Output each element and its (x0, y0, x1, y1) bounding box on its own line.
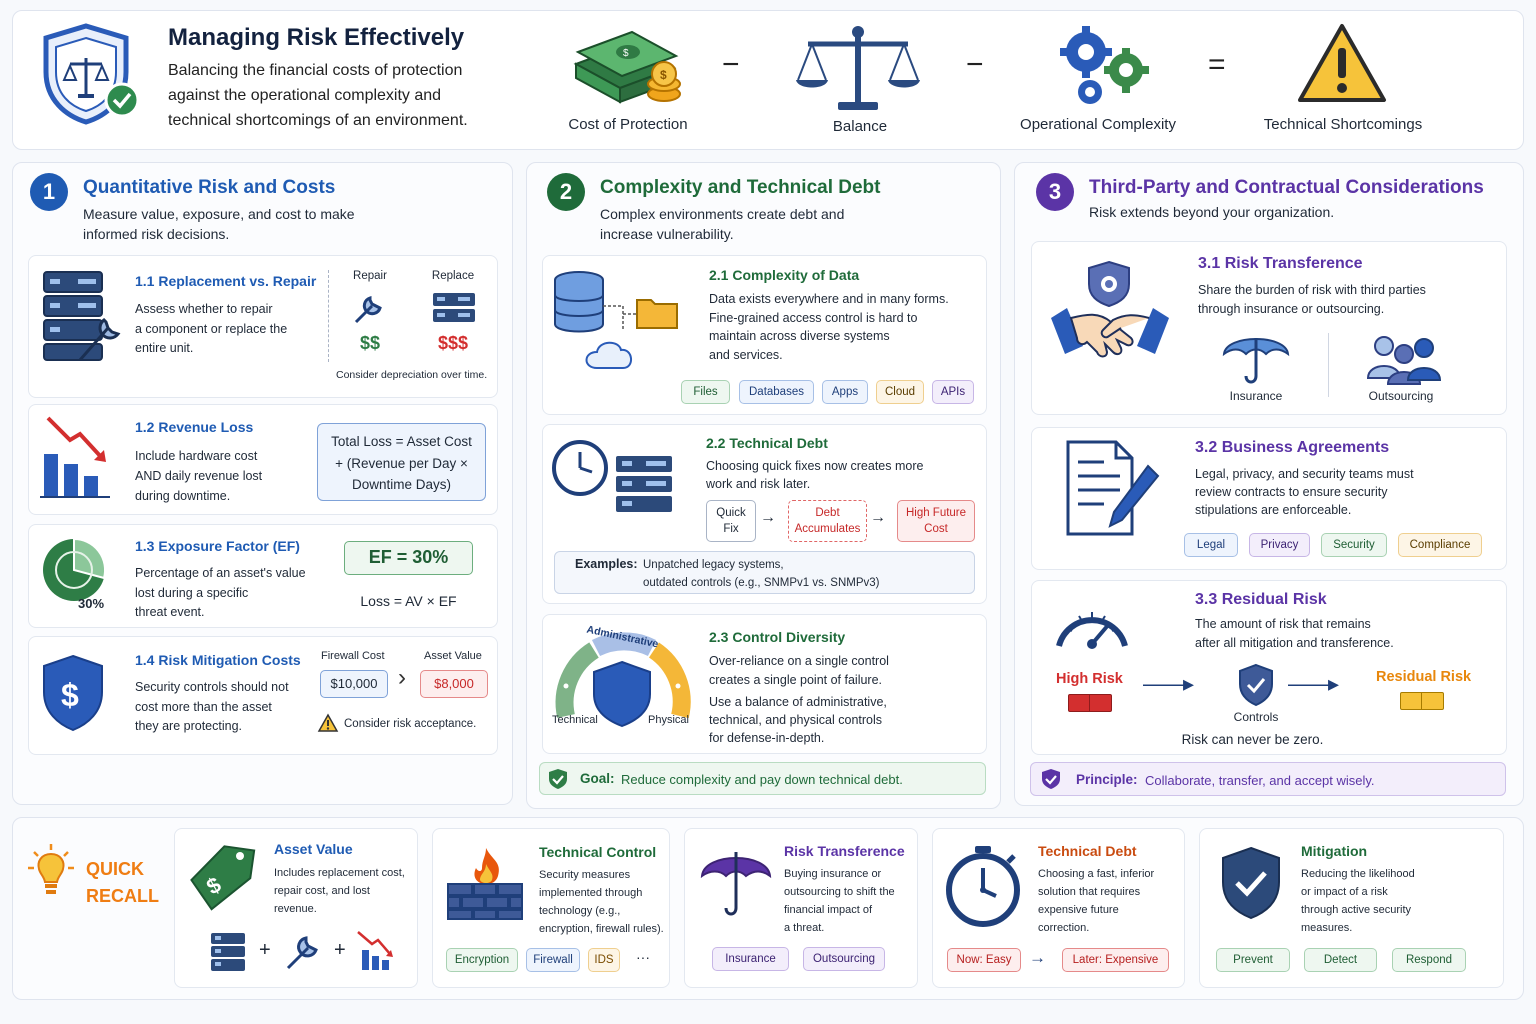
eq-minus-2: − (966, 48, 984, 81)
s11-repair-cost: $$ (359, 333, 381, 353)
eq-balance-label: Balance (832, 118, 888, 135)
tag-insurance: Insurance (712, 947, 789, 971)
recall-techcontrol-title: Technical Control (539, 844, 657, 860)
recall-asset-title: Asset Value (274, 841, 353, 857)
database-cloud-folder-icon (553, 270, 683, 378)
recall-techcontrol-text: Security measures implemented through technology (e.g., encryption, firewall rules). (539, 869, 664, 935)
examples-text: Unpatched legacy systems, outdated controls (e.g., SNMPv1 vs. SNMPv3) (643, 559, 880, 589)
s12-text: Include hardware cost AND daily revenue lost during downtime. (135, 449, 263, 503)
s31-title: 3.1 Risk Transference (1198, 255, 1363, 272)
col1-desc: Measure value, exposure, and cost to make informed risk decisions. (83, 206, 355, 242)
s31-insurance-label: Insurance (1229, 389, 1283, 403)
eq-minus-1: − (722, 48, 740, 81)
s13-title: 1.3 Exposure Factor (EF) (135, 538, 300, 554)
tag-legal: Legal (1184, 533, 1238, 557)
tag-compliance: Compliance (1398, 533, 1482, 557)
money-stack-icon (572, 22, 684, 108)
s33-text: The amount of risk that remains after all mitigation and transference. (1195, 617, 1394, 650)
s14-chevron-icon: › (398, 664, 406, 691)
svg-text:$: $ (61, 677, 79, 713)
tag-outsourcing: Outsourcing (803, 947, 885, 971)
s33-residual-label: Residual Risk (1376, 669, 1472, 685)
tag-cloud: Cloud (876, 380, 924, 404)
flow-quick-fix: Quick Fix (706, 500, 756, 542)
page-title: Managing Risk Effectively (168, 24, 465, 51)
tag-files: Files (681, 380, 730, 404)
recall-debt-text: Choosing a fast, inferior solution that requires expensive future correction. (1038, 868, 1155, 934)
s21-text: Data exists everywhere and in many forms. Fine-grained access control is hard to maintain across diverse systems and services. (709, 292, 949, 362)
s11-replace-label: Replace (431, 270, 475, 282)
s13-pie-label: 30% (78, 596, 105, 611)
s33-high-bar (1068, 694, 1112, 712)
section-number-3: 3 (1036, 173, 1074, 211)
svg-text:$: $ (202, 871, 226, 900)
quick-recall-label: QUICK RECALL (86, 859, 159, 906)
goal-text: Reduce complexity and pay down technical debt. (621, 772, 903, 787)
shield-principle-icon (1041, 768, 1061, 790)
gears-icon (1056, 24, 1152, 108)
principle-label: Principle: (1076, 772, 1138, 787)
goal-label: Goal: (580, 771, 615, 786)
recall-revenue-decline-icon (356, 930, 396, 972)
svg-text:$: $ (660, 68, 667, 82)
s13-loss-formula: Loss = AV × EF (360, 593, 457, 609)
s23-physical-label: Physical (648, 714, 689, 726)
s14-av-value: $8,000 (420, 670, 488, 698)
s33-arrow-1: ——▸ (1143, 671, 1193, 696)
eq-equals: = (1208, 48, 1226, 81)
risk-gauge-icon (1053, 594, 1131, 654)
recall-transference-text: Buying insurance or outsourcing to shift the financial impact of a threat. (784, 868, 895, 934)
s11-title: 1.1 Replacement vs. Repair (135, 273, 317, 289)
s14-title: 1.4 Risk Mitigation Costs (135, 652, 301, 668)
tag-databases: Databases (739, 380, 814, 404)
s23-text1: Over-reliance on a single control creates a single point of failure. (709, 654, 889, 687)
col2-title: Complexity and Technical Debt (600, 177, 881, 198)
s22-title: 2.2 Technical Debt (706, 435, 828, 451)
s14-fw-value: $10,000 (320, 670, 388, 698)
warning-triangle-icon (1296, 22, 1388, 104)
s32-title: 3.2 Business Agreements (1195, 439, 1390, 456)
s21-title: 2.1 Complexity of Data (709, 267, 860, 283)
recall-umbrella-icon (700, 844, 772, 918)
server-icon (432, 292, 476, 324)
section-number-1: 1 (30, 173, 68, 211)
tag-security: Security (1321, 533, 1387, 557)
s14-av-label: Asset Value (424, 650, 482, 662)
page-subtitle: Balancing the financial costs of protection against the operational complexity and technical shortcomings of an environment. (168, 62, 468, 129)
s14-text: Security controls should not cost more than the asset they are protecting. (135, 680, 289, 733)
wrench-icon (352, 290, 388, 326)
s11-repair-label: Repair (353, 270, 387, 282)
handshake-shield-icon (1047, 258, 1173, 370)
eq-short-label: Technical Shortcomings (1263, 116, 1423, 133)
recall-asset-text: Includes replacement cost, repair cost, and lost revenue. (274, 867, 405, 915)
contract-pen-icon (1064, 440, 1160, 540)
col3-title: Third-Party and Contractual Considerations (1089, 177, 1484, 198)
recall-wrench-icon (284, 930, 324, 972)
s33-high-bar-divider (1089, 694, 1090, 712)
revenue-decline-icon (40, 414, 112, 500)
recall-mitigation-title: Mitigation (1301, 843, 1368, 859)
stopwatch-icon (944, 844, 1022, 928)
s33-arrow-2: ——▸ (1288, 671, 1338, 696)
outsourcing-people-icon (1364, 334, 1440, 384)
eq-ops-label: Operational Complexity (1020, 116, 1176, 133)
s12-title: 1.2 Revenue Loss (135, 419, 254, 435)
s33-high-label: High Risk (1056, 671, 1123, 687)
col2-desc: Complex environments create debt and increase vulnerability. (600, 206, 845, 242)
lightbulb-icon (26, 842, 76, 900)
recall-shield-check-icon (1220, 846, 1282, 920)
s14-note: Consider risk acceptance. (344, 718, 477, 730)
s23-admin-label: Administrative (585, 623, 660, 651)
recall-plus-1: + (259, 939, 271, 961)
recall-debt-title: Technical Debt (1038, 843, 1137, 859)
s33-zero-note: Risk can never be zero. (1181, 732, 1324, 747)
section-number-2: 2 (547, 173, 585, 211)
s33-residual-bar (1400, 692, 1444, 710)
tag-apis: APIs (932, 380, 974, 404)
recall-plus-2: + (334, 939, 346, 961)
firewall-icon (446, 844, 524, 920)
umbrella-icon (1222, 328, 1290, 386)
s11-text: Assess whether to repair a component or replace the entire unit. (135, 302, 288, 355)
s23-technical-label: Technical (552, 714, 598, 726)
flow-high-cost: High Future Cost (897, 500, 975, 542)
warning-icon (318, 714, 338, 732)
tag-privacy: Privacy (1249, 533, 1310, 557)
recall-transference-title: Risk Transference (784, 843, 905, 859)
s22-text: Choosing quick fixes now creates more work and risk later. (706, 459, 924, 491)
recall-mitigation-text: Reducing the likelihood or impact of a risk through active security measures. (1301, 868, 1415, 934)
s12-formula: Total Loss = Asset Cost + (Revenue per Day × Downtime Days) (317, 423, 486, 501)
tag-now-easy: Now: Easy (947, 948, 1021, 972)
principle-text: Collaborate, transfer, and accept wisely. (1145, 773, 1375, 788)
price-tag-icon (190, 842, 256, 914)
flow-arrow-2: → (870, 509, 886, 526)
s11-replace-cost: $$$ (437, 333, 469, 353)
tag-ids: IDS (588, 948, 620, 972)
tag-detect: Detect (1304, 948, 1377, 972)
tag-later-expensive: Later: Expensive (1062, 948, 1169, 972)
shield-dollar-icon (40, 654, 106, 732)
flow-debt-accumulates: Debt Accumulates (788, 500, 867, 542)
shield-controls-icon (1238, 664, 1274, 706)
s14-fw-label: Firewall Cost (321, 650, 385, 662)
more-tags-ellipsis: ··· (636, 949, 650, 965)
server-wrench-icon (42, 270, 122, 362)
s33-title: 3.3 Residual Risk (1195, 591, 1327, 608)
flow-arrow-1: → (760, 509, 776, 526)
s11-note: Consider depreciation over time. (336, 369, 488, 381)
debt-arrow: → (1029, 948, 1046, 967)
balance-scale-icon (794, 24, 922, 116)
s13-text: Percentage of an asset's value lost during a specific threat event. (135, 566, 306, 619)
col3-desc: Risk extends beyond your organization. (1089, 204, 1335, 220)
svg-text:$: $ (623, 48, 629, 59)
s32-text: Legal, privacy, and security teams must review contracts to ensure security stipulations are enforceable. (1195, 467, 1414, 517)
recall-server-icon (210, 932, 246, 972)
s23-text2: Use a balance of administrative, technical, and physical controls for defense-in-depth. (709, 695, 887, 745)
col1-title: Quantitative Risk and Costs (83, 177, 336, 198)
s31-outsourcing-label: Outsourcing (1368, 389, 1434, 403)
examples-label: Examples: (575, 557, 638, 571)
s31-divider (1328, 333, 1329, 397)
tag-respond: Respond (1392, 948, 1466, 972)
s33-residual-bar-divider (1421, 692, 1422, 710)
s31-text: Share the burden of risk with third parties through insurance or outsourcing. (1198, 283, 1426, 316)
tag-prevent: Prevent (1216, 948, 1290, 972)
shield-check-icon (548, 768, 568, 790)
tag-firewall: Firewall (526, 948, 580, 972)
s13-ef-box: EF = 30% (344, 541, 473, 575)
s33-controls-label: Controls (1233, 710, 1279, 724)
tag-apps: Apps (822, 380, 868, 404)
clock-server-icon (552, 438, 676, 518)
eq-cost-label: Cost of Protection (568, 116, 688, 133)
s11-divider (328, 270, 329, 362)
shield-scale-icon (40, 22, 142, 126)
s23-title: 2.3 Control Diversity (709, 629, 846, 645)
tag-encryption: Encryption (446, 948, 518, 972)
